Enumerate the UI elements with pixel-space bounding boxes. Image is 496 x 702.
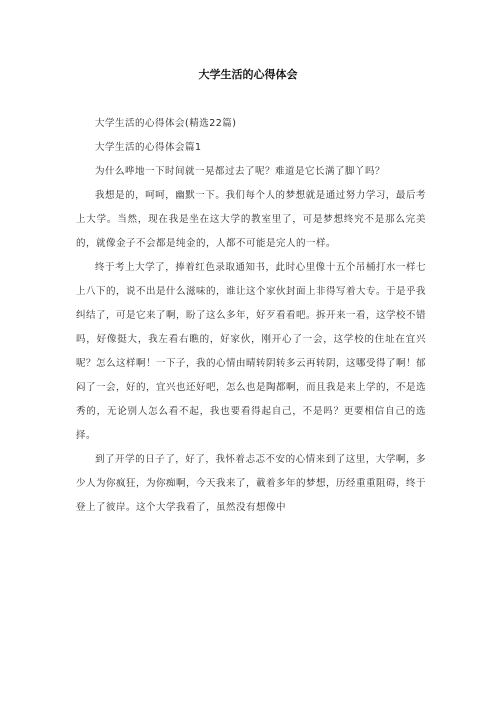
document-title: 大学生活的心得体会 [198,68,298,81]
body-paragraph: 为什么哗地一下时间就一晃都过去了呢？难道是它长满了脚丫吗？ [95,166,386,177]
body-paragraph: 我想是的，呵呵，幽默一下。我们每个人的梦想就是通过努力学习，最后考上大学。当然，现在我是坐在这大学的教室里了，可是梦想终究不是那么完美的，就像金子不会都是纯金的，人都不可能是完人的一样。 [76,190,426,249]
body-paragraph: 到了开学的日子了，好了，我怀着忐忑不安的心情来到了这里，大学啊，多少人为你疯狂，为你痴啊，今天我来了，載着多年的梦想，历经重重阻碍，终于登上了彼岸。这个大学我看了，虽然没有想像中 [76,454,427,513]
subtitle-paragraph: 大学生活的心得体会(精选22篇) [95,118,237,129]
section-heading: 大学生活的心得体会篇1 [95,142,202,153]
document-body [76,112,426,520]
body-paragraph: 终于考上大学了，捧着红色录取通知书，此时心里像十五个吊桶打水一样七上八下的，说不出是什么滋味的，谁让这个家伙封面上非得写着大专。于是乎我纠结了，可是它来了啊，盼了这么多年，好歹看看吧。拆开来一看，这学校不错吗，好像挺大，我左看右瞧的，好家伙，刚开心了一会，这学校的住址在宜兴呢？怎么这样啊！一下子，我的心情由晴转阴转多云再转阴，这哪受得了啊！郁闷了一会，好的，宜兴也还好吧，怎么也是陶都啊，而且我是来上学的，不是选秀的，无论别人怎么看不起，我也要看得起自己，不是吗？更要相信自己的选择。 [76,262,427,441]
